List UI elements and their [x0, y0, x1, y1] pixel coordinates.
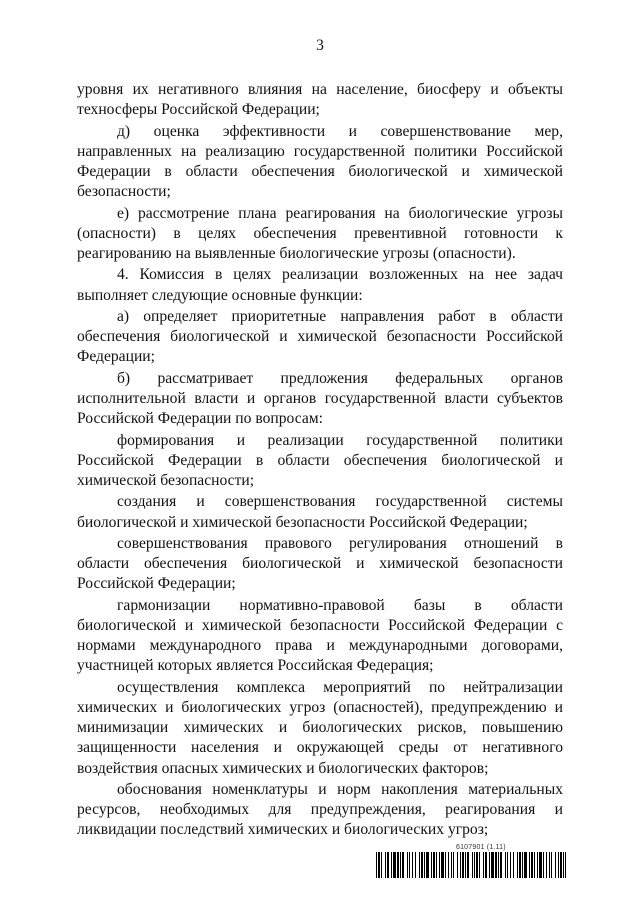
paragraph-subitem-resources: обоснования номенклатуры и норм накопления материальных ресурсов, необходимых для предупреждения, реагирования и ликвидации последствий химических и биологических угроз;: [77, 780, 563, 839]
page-number: 3: [316, 37, 324, 54]
barcode-code: 6107901 (1.11): [456, 844, 506, 851]
paragraph-continuation: уровня их негативного влияния на население, биосферу и объекты техносферы Российской Федерации;: [77, 81, 563, 119]
barcode-image: [376, 852, 566, 878]
paragraph-item-b: б) рассматривает предложения федеральных органов исполнительной власти и органов государственной власти субъектов Российской Федерации по вопросам:: [77, 369, 563, 428]
paragraph-section-4: 4. Комиссия в целях реализации возложенных на нее задач выполняет следующие основные функции:: [77, 266, 563, 304]
paragraph-subitem-harmonization: гармонизации нормативно-правовой базы в области биологической и химической безопасности Российской Федерации с нормами международного права и международными договорами, участницей которых является Российская Федерация;: [77, 596, 563, 675]
paragraph-subitem-measures: осуществления комплекса мероприятий по нейтрализации химических и биологических угроз (опасностей), предупреждению и минимизации химических и биологических рисков, повышению защищенности населения и окружающей среды от негативного воздействия опасных химических и биологических факторов;: [77, 678, 563, 777]
paragraph-item-e: е) рассмотрение плана реагирования на биологические угрозы (опасности) в целях обеспечения превентивной готовности к реагированию на выявленные биологические угрозы (опасности).: [77, 204, 563, 262]
paragraph-item-d: д) оценка эффективности и совершенствование мер, направленных на реализацию государственной политики Российской Федерации в области обеспечения биологической и химической безопасности;: [77, 122, 563, 201]
paragraph-subitem-creation: создания и совершенствования государственной системы биологической и химической безопасности Российской Федерации;: [77, 493, 563, 531]
paragraph-subitem-legal: совершенствования правового регулирования отношений в области обеспечения биологической и химической безопасности Российской Федерации;: [77, 534, 563, 593]
paragraph-item-a: а) определяет приоритетные направления работ в области обеспечения биологической и химической безопасности Российской Федерации;: [77, 307, 563, 366]
paragraph-subitem-formation: формирования и реализации государственной политики Российской Федерации в области обеспечения биологической и химической безопасности;: [77, 431, 563, 489]
document-body: [77, 80, 563, 842]
